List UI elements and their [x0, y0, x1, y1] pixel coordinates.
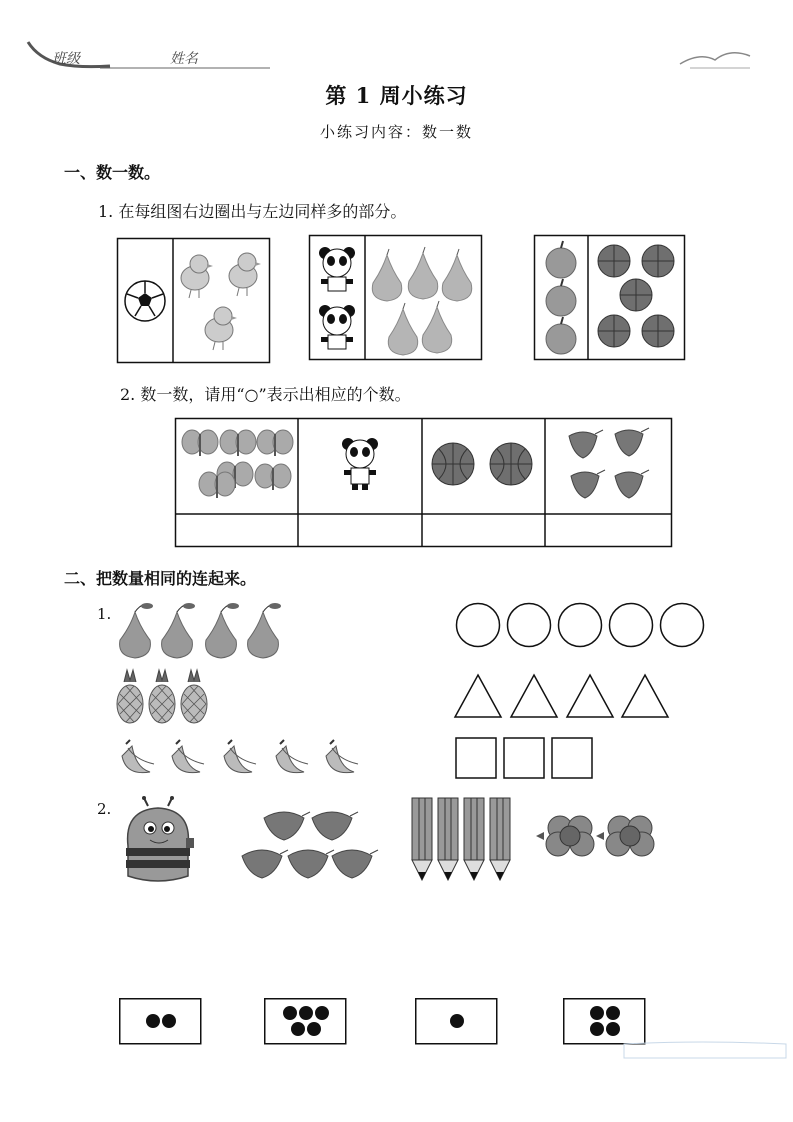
pear-icon — [162, 603, 195, 658]
dot — [283, 1006, 297, 1020]
strawberry-icon — [332, 850, 378, 878]
dot-card-2 — [119, 998, 203, 1046]
chick-icon — [181, 255, 213, 298]
dot — [162, 1014, 176, 1028]
flowers-group — [538, 808, 662, 868]
item2-number: 2. — [97, 800, 112, 818]
triangles-row — [455, 673, 670, 719]
panda-icon — [319, 305, 355, 349]
bananas-row — [114, 738, 366, 782]
dot — [307, 1022, 321, 1036]
outline-triangle — [455, 675, 501, 717]
outline-triangle — [511, 675, 557, 717]
squares-row — [455, 737, 595, 781]
banana-icon — [326, 740, 358, 773]
pear-icon — [206, 603, 239, 658]
strawberry-icon — [312, 812, 358, 840]
outline-square — [504, 738, 544, 778]
basketball-icon — [598, 245, 630, 277]
panda-icon — [342, 438, 378, 490]
dot — [606, 1006, 620, 1020]
apple-icon — [546, 279, 576, 316]
mountain-decoration — [680, 42, 760, 72]
chick-icon — [205, 307, 237, 350]
outline-circle — [508, 604, 551, 647]
chick-icon — [229, 253, 261, 296]
pear-icon — [388, 303, 417, 355]
pineapple-icon — [149, 670, 175, 723]
butterfly-icon — [255, 464, 291, 490]
banana-icon — [276, 740, 308, 773]
apple-icon — [546, 241, 576, 278]
outline-square — [456, 738, 496, 778]
apple-icon — [546, 317, 576, 354]
dot — [590, 1006, 604, 1020]
name-label: 姓名 — [170, 51, 198, 67]
section1-heading: 一、数一数。 — [64, 163, 161, 182]
strawberries-group — [240, 802, 380, 884]
footer-decoration — [620, 1038, 790, 1062]
pencil-icon — [438, 798, 458, 880]
pencil-icon — [490, 798, 510, 880]
strawberry-icon — [569, 430, 603, 458]
strawberry-icon — [571, 470, 605, 498]
pear-icon — [442, 249, 471, 301]
dot — [450, 1014, 464, 1028]
group3-apples-basketballs — [534, 235, 686, 361]
butterfly-icon — [220, 430, 256, 456]
strawberry-icon — [288, 850, 334, 878]
basketball-icon — [598, 315, 630, 347]
pear-icon — [408, 247, 437, 299]
pencil-icon — [412, 798, 432, 880]
flower-icon — [596, 816, 654, 856]
banana-icon — [224, 740, 256, 773]
basketball-icon — [490, 443, 532, 485]
strawberry-icon — [615, 470, 649, 498]
dot — [590, 1022, 604, 1036]
panda-icon — [319, 247, 355, 291]
strawberry-icon — [264, 812, 310, 840]
pear-icon — [372, 249, 401, 301]
outline-triangle — [622, 675, 668, 717]
page-subtitle: 小练习内容：数一数 — [319, 123, 473, 141]
group2-pandas-pears — [309, 235, 483, 361]
dot-card-5 — [264, 998, 348, 1046]
section2-heading: 二、把数量相同的连起来。 — [64, 569, 257, 588]
pineapple-icon — [181, 670, 207, 723]
dot — [291, 1022, 305, 1036]
butterfly-icon — [199, 472, 235, 498]
dot — [315, 1006, 329, 1020]
pencil-icon — [464, 798, 484, 880]
dot — [146, 1014, 160, 1028]
strawberry-icon — [242, 850, 288, 878]
outline-circle — [559, 604, 602, 647]
strawberry-icon — [615, 428, 649, 456]
outline-circle — [610, 604, 653, 647]
flower-icon — [536, 816, 594, 856]
pineapples-row — [114, 668, 214, 726]
outline-circle — [661, 604, 704, 647]
counting-table — [175, 418, 673, 548]
page-title: 第 1 周小练习 — [325, 83, 468, 108]
question2-text: 2. 数一数，请用“○”表示出相应的个数。 — [120, 385, 411, 404]
basketball-icon — [642, 315, 674, 347]
circles-row — [455, 601, 707, 649]
backpack-icon — [118, 796, 198, 884]
banana-icon — [122, 740, 154, 773]
pears-row — [115, 600, 295, 658]
outline-triangle — [567, 675, 613, 717]
basketball-icon — [620, 279, 652, 311]
pear-icon — [248, 603, 281, 658]
class-label: 班级 — [52, 51, 80, 67]
basketball-icon — [642, 245, 674, 277]
question1-text: 1. 在每组图右边圈出与左边同样多的部分。 — [98, 202, 407, 221]
dot — [606, 1022, 620, 1036]
outline-circle — [457, 604, 500, 647]
item1-number: 1. — [97, 605, 112, 623]
pear-icon — [120, 603, 153, 658]
outline-square — [552, 738, 592, 778]
butterfly-icon — [182, 430, 218, 456]
butterfly-icon — [257, 430, 293, 456]
basketball-icon — [432, 443, 474, 485]
pear-icon — [422, 301, 451, 353]
banana-icon — [172, 740, 204, 773]
pencils-group — [410, 796, 514, 884]
dot-card-1 — [415, 998, 499, 1046]
group1-ball-chicks — [117, 238, 271, 364]
pineapple-icon — [117, 670, 143, 723]
dot — [299, 1006, 313, 1020]
soccer-ball-icon — [125, 281, 165, 321]
